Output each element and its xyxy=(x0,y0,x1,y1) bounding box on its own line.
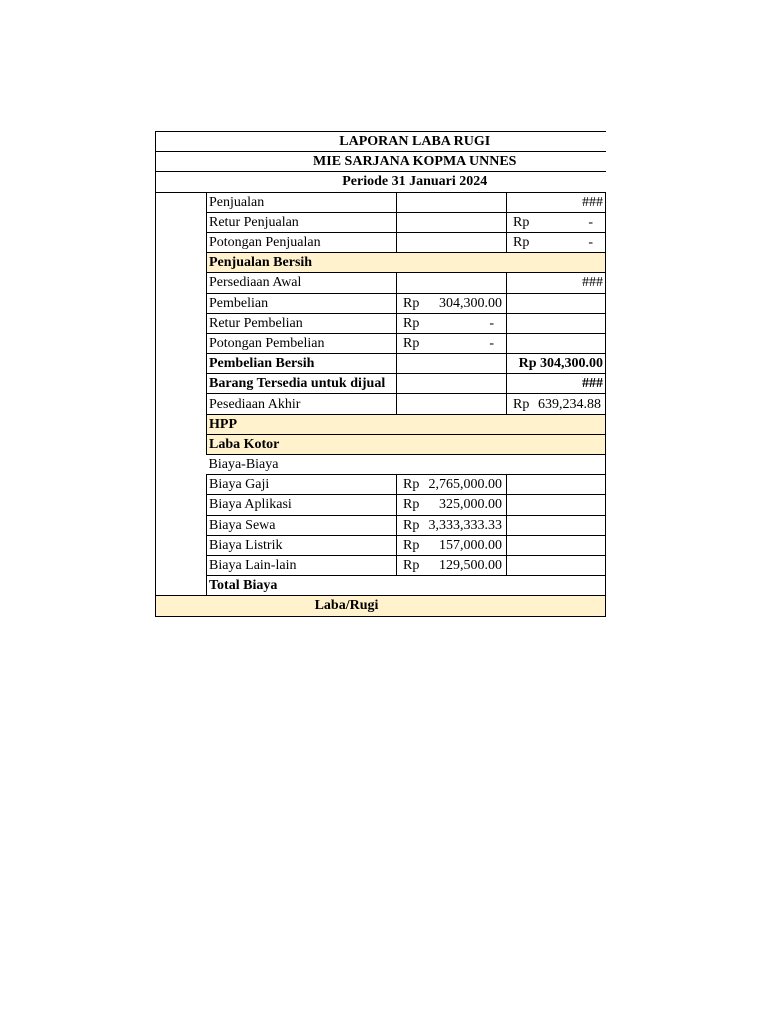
amount-value: - xyxy=(588,235,593,251)
currency-label: Rp xyxy=(403,537,420,553)
table-row xyxy=(156,273,606,293)
row-label: Barang Tersedia untuk dijual xyxy=(207,374,397,394)
row-label: Biaya Sewa xyxy=(207,515,397,535)
company-name-row xyxy=(156,152,606,172)
goods-available-row xyxy=(156,374,606,394)
table-row xyxy=(156,495,606,515)
currency-label: Rp xyxy=(513,235,530,251)
row-value: Rp 304,300.00 xyxy=(507,354,606,374)
amount-value: 639,234.88 xyxy=(538,396,601,412)
report-period: Periode 31 Januari 2024 xyxy=(156,172,606,192)
amount-value: 129,500.00 xyxy=(439,558,502,574)
row-label: Laba Kotor xyxy=(207,434,606,454)
row-label: Potongan Pembelian xyxy=(207,333,397,353)
currency-label: Rp xyxy=(403,295,420,311)
table-row xyxy=(156,212,606,232)
income-statement-table xyxy=(155,131,606,617)
row-label: Penjualan xyxy=(207,192,397,212)
row-label: Biaya Listrik xyxy=(207,535,397,555)
row-label: Pembelian xyxy=(207,293,397,313)
amount-value: 157,000.00 xyxy=(439,537,502,553)
table-row xyxy=(156,394,606,414)
report-title-row xyxy=(156,132,606,152)
net-purchases-row xyxy=(156,354,606,374)
hpp-row xyxy=(156,414,606,434)
row-label: Biaya Gaji xyxy=(207,475,397,495)
section-heading: Biaya-Biaya xyxy=(207,455,606,475)
row-label: Retur Pembelian xyxy=(207,313,397,333)
table-row xyxy=(156,333,606,353)
profit-loss-row xyxy=(156,596,606,616)
row-label: Biaya Lain-lain xyxy=(207,555,397,575)
currency-label: Rp xyxy=(403,497,420,513)
row-label: HPP xyxy=(207,414,606,434)
gross-profit-row xyxy=(156,434,606,454)
row-label: Retur Penjualan xyxy=(207,212,397,232)
company-name: MIE SARJANA KOPMA UNNES xyxy=(156,152,606,172)
currency-label: Rp xyxy=(513,214,530,230)
amount-value: - xyxy=(588,214,593,230)
amount-value: 3,333,333.33 xyxy=(428,517,502,533)
row-label: Pesediaan Akhir xyxy=(207,394,397,414)
table-row xyxy=(156,555,606,575)
row-label: Persediaan Awal xyxy=(207,273,397,293)
currency-label: Rp xyxy=(403,335,420,351)
row-label: Biaya Aplikasi xyxy=(207,495,397,515)
row-label: Total Biaya xyxy=(207,576,606,596)
amount-value: - xyxy=(489,315,494,331)
amount-value: - xyxy=(489,335,494,351)
table-row xyxy=(156,535,606,555)
table-row xyxy=(156,515,606,535)
row-value: ### xyxy=(507,273,606,293)
currency-label: Rp xyxy=(403,517,420,533)
currency-label: Rp xyxy=(403,558,420,574)
table-row xyxy=(156,232,606,252)
table-row xyxy=(156,293,606,313)
row-value: ### xyxy=(507,192,606,212)
table-row xyxy=(156,313,606,333)
amount-value: 325,000.00 xyxy=(439,497,502,513)
table-row xyxy=(156,192,606,212)
total-expenses-row xyxy=(156,576,606,596)
row-label: Potongan Penjualan xyxy=(207,232,397,252)
expenses-heading-row xyxy=(156,455,606,475)
row-label: Penjualan Bersih xyxy=(207,253,606,273)
table-row xyxy=(156,475,606,495)
currency-label: Rp xyxy=(403,477,420,493)
currency-label: Rp xyxy=(403,315,420,331)
amount-value: 2,765,000.00 xyxy=(428,477,502,493)
row-label: Pembelian Bersih xyxy=(207,354,397,374)
row-value: ### xyxy=(507,374,606,394)
amount-value: 304,300.00 xyxy=(439,295,502,311)
profit-loss-label: Laba/Rugi xyxy=(156,596,606,616)
period-row xyxy=(156,172,606,192)
net-sales-row xyxy=(156,253,606,273)
report-title: LAPORAN LABA RUGI xyxy=(156,132,606,152)
currency-label: Rp xyxy=(513,396,530,412)
